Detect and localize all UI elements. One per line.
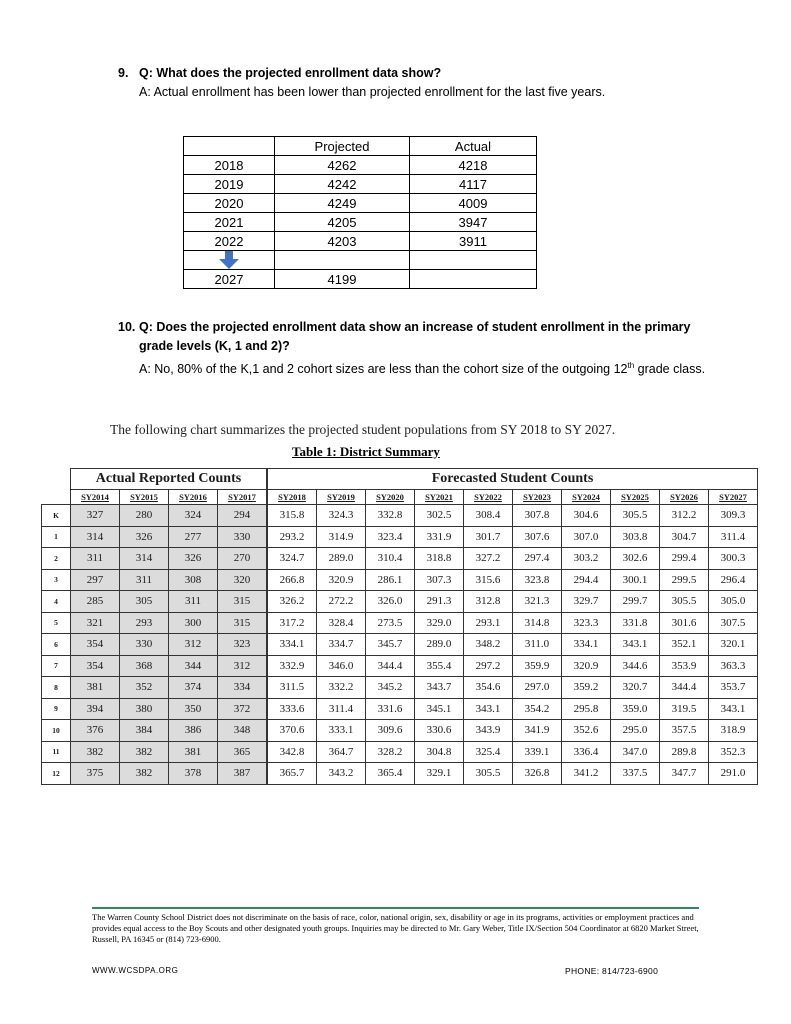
actual-count-cell: 308: [169, 569, 218, 591]
forecast-count-cell: 273.5: [366, 612, 415, 634]
actual-count-cell: 294: [218, 505, 268, 527]
year-header: SY2026: [660, 490, 709, 505]
forecast-count-cell: 272.2: [317, 591, 366, 613]
grade-label: 3: [42, 569, 71, 591]
enrollment-table: [183, 136, 537, 289]
question-text: Q: What does the projected enrollment data show?: [139, 66, 442, 80]
forecast-count-cell: 345.2: [366, 677, 415, 699]
forecast-count-cell: 320.1: [709, 634, 758, 656]
forecast-count-cell: 341.9: [513, 720, 562, 742]
forecast-count-cell: 297.4: [513, 548, 562, 570]
forecast-count-cell: 305.5: [660, 591, 709, 613]
forecast-count-cell: 330.6: [415, 720, 464, 742]
forecast-count-cell: 311.4: [709, 526, 758, 548]
actual-count-cell: 324: [169, 505, 218, 527]
forecast-count-cell: 305.5: [611, 505, 660, 527]
table-cell: 4009: [410, 194, 537, 213]
table-row: [42, 763, 758, 785]
forecast-count-cell: 357.5: [660, 720, 709, 742]
forecast-count-cell: 326.2: [267, 591, 317, 613]
year-header: SY2015: [120, 490, 169, 505]
forecast-count-cell: 318.8: [415, 548, 464, 570]
question-number: 9.: [118, 66, 129, 80]
forecast-count-cell: 344.4: [366, 655, 415, 677]
question-10: [118, 318, 708, 379]
forecast-count-cell: 323.4: [366, 526, 415, 548]
actual-count-cell: 344: [169, 655, 218, 677]
forecast-count-cell: 303.8: [611, 526, 660, 548]
table-row: [184, 270, 537, 289]
forecast-count-cell: 301.7: [464, 526, 513, 548]
forecast-count-cell: 293.1: [464, 612, 513, 634]
actual-count-cell: 330: [218, 526, 268, 548]
actual-count-cell: 381: [71, 677, 120, 699]
forecast-count-cell: 342.8: [267, 741, 317, 763]
forecast-count-cell: 363.3: [709, 655, 758, 677]
forecast-count-cell: 305.0: [709, 591, 758, 613]
forecast-count-cell: 312.2: [660, 505, 709, 527]
forecast-count-cell: 302.6: [611, 548, 660, 570]
forecast-count-cell: 329.0: [415, 612, 464, 634]
actual-count-cell: 311: [71, 548, 120, 570]
forecast-count-cell: 359.2: [562, 677, 611, 699]
footer-disclaimer: The Warren County School District does not discriminate on the basis of race, color, national origin, sex, disability or age in its programs, activities or employment practices and provides equal access to the Boy Scouts and other designated youth groups. Inquiries may be directed to Mr. Gary Weber, Title IX/Section 504 Coordinator at 6820 Market Street, Russell, PA 16345 or (814) 723-6900.: [92, 912, 699, 944]
grade-label: 8: [42, 677, 71, 699]
forecast-count-cell: 291.3: [415, 591, 464, 613]
forecast-count-cell: 331.6: [366, 698, 415, 720]
footer-website[interactable]: WWW.WCSDPA.ORG: [92, 966, 179, 975]
actual-count-cell: 350: [169, 698, 218, 720]
table-cell: 4262: [275, 156, 410, 175]
question-number: 10.: [118, 320, 136, 334]
actual-count-cell: 327: [71, 505, 120, 527]
forecast-count-cell: 307.5: [709, 612, 758, 634]
forecast-count-cell: 299.4: [660, 548, 709, 570]
grade-label: 6: [42, 634, 71, 656]
forecast-count-cell: 300.3: [709, 548, 758, 570]
actual-count-cell: 352: [120, 677, 169, 699]
summary-title: Table 1: District Summary: [292, 444, 440, 459]
forecast-count-cell: 334.1: [267, 634, 317, 656]
actual-count-cell: 372: [218, 698, 268, 720]
actual-count-cell: 378: [169, 763, 218, 785]
table-cell: 4218: [410, 156, 537, 175]
group-header-actual: Actual Reported Counts: [71, 469, 268, 490]
actual-count-cell: 354: [71, 655, 120, 677]
forecast-count-cell: 333.1: [317, 720, 366, 742]
year-header: SY2017: [218, 490, 268, 505]
forecast-count-cell: 300.1: [611, 569, 660, 591]
forecast-count-cell: 311.5: [267, 677, 317, 699]
footer-phone: PHONE: 814/723-6900: [565, 966, 659, 976]
column-header: Projected: [275, 137, 410, 156]
actual-count-cell: 348: [218, 720, 268, 742]
table-row: [42, 655, 758, 677]
table-header-row: [184, 137, 537, 156]
table-cell: 2018: [184, 156, 275, 175]
actual-count-cell: 381: [169, 741, 218, 763]
year-header: SY2021: [415, 490, 464, 505]
year-header-row: [42, 490, 758, 505]
forecast-count-cell: 333.6: [267, 698, 317, 720]
table-row: [42, 569, 758, 591]
actual-count-cell: 312: [169, 634, 218, 656]
actual-count-cell: 380: [120, 698, 169, 720]
grade-label: 7: [42, 655, 71, 677]
forecast-count-cell: 365.4: [366, 763, 415, 785]
table-cell: [410, 270, 537, 289]
down-arrow-icon: [218, 251, 240, 269]
year-header: SY2018: [267, 490, 317, 505]
forecast-count-cell: 341.2: [562, 763, 611, 785]
grade-label: 9: [42, 698, 71, 720]
actual-count-cell: 368: [120, 655, 169, 677]
forecast-count-cell: 345.1: [415, 698, 464, 720]
question-9: [118, 64, 718, 102]
table-row: [42, 720, 758, 742]
forecast-count-cell: 318.9: [709, 720, 758, 742]
actual-count-cell: 334: [218, 677, 268, 699]
actual-count-cell: 326: [169, 548, 218, 570]
year-header: SY2023: [513, 490, 562, 505]
actual-count-cell: 311: [169, 591, 218, 613]
forecast-count-cell: 312.8: [464, 591, 513, 613]
forecast-count-cell: 359.9: [513, 655, 562, 677]
forecast-count-cell: 320.9: [317, 569, 366, 591]
forecast-count-cell: 329.7: [562, 591, 611, 613]
year-header: SY2024: [562, 490, 611, 505]
forecast-count-cell: 324.3: [317, 505, 366, 527]
actual-count-cell: 312: [218, 655, 268, 677]
actual-count-cell: 314: [71, 526, 120, 548]
forecast-count-cell: 344.4: [660, 677, 709, 699]
actual-count-cell: 384: [120, 720, 169, 742]
forecast-count-cell: 310.4: [366, 548, 415, 570]
table-cell: 2019: [184, 175, 275, 194]
year-header: SY2019: [317, 490, 366, 505]
actual-count-cell: 323: [218, 634, 268, 656]
grade-label: 5: [42, 612, 71, 634]
answer-text: A: No, 80% of the K,1 and 2 cohort sizes are less than the cohort size of the outgoing 12th grade class.: [139, 361, 706, 377]
table-cell: 2020: [184, 194, 275, 213]
actual-count-cell: 365: [218, 741, 268, 763]
table-cell: 3911: [410, 232, 537, 251]
forecast-count-cell: 307.6: [513, 526, 562, 548]
forecast-count-cell: 332.8: [366, 505, 415, 527]
table-cell: 2027: [184, 270, 275, 289]
year-header: SY2027: [709, 490, 758, 505]
forecast-count-cell: 346.0: [317, 655, 366, 677]
group-header-forecast: Forecasted Student Counts: [267, 469, 758, 490]
table-row: [184, 251, 537, 270]
table-row: [42, 526, 758, 548]
forecast-count-cell: 332.2: [317, 677, 366, 699]
forecast-count-cell: 344.6: [611, 655, 660, 677]
forecast-count-cell: 293.2: [267, 526, 317, 548]
table-cell: 4242: [275, 175, 410, 194]
forecast-count-cell: 321.3: [513, 591, 562, 613]
year-header: SY2025: [611, 490, 660, 505]
forecast-count-cell: 334.1: [562, 634, 611, 656]
forecast-count-cell: 343.2: [317, 763, 366, 785]
forecast-count-cell: 311.4: [317, 698, 366, 720]
grade-label: 4: [42, 591, 71, 613]
table-cell: 4203: [275, 232, 410, 251]
actual-count-cell: 315: [218, 591, 268, 613]
forecast-count-cell: 302.5: [415, 505, 464, 527]
forecast-count-cell: 299.5: [660, 569, 709, 591]
forecast-count-cell: 294.4: [562, 569, 611, 591]
table-row: [42, 505, 758, 527]
forecast-count-cell: 289.0: [317, 548, 366, 570]
forecast-count-cell: 343.9: [464, 720, 513, 742]
answer-text: A: Actual enrollment has been lower than projected enrollment for the last five years.: [139, 85, 606, 99]
table-row: [42, 634, 758, 656]
table-row: [42, 698, 758, 720]
forecast-count-cell: 307.8: [513, 505, 562, 527]
forecast-count-cell: 289.0: [415, 634, 464, 656]
forecast-count-cell: 291.0: [709, 763, 758, 785]
forecast-count-cell: 348.2: [464, 634, 513, 656]
forecast-count-cell: 365.7: [267, 763, 317, 785]
forecast-count-cell: 352.1: [660, 634, 709, 656]
actual-count-cell: 376: [71, 720, 120, 742]
forecast-count-cell: 307.0: [562, 526, 611, 548]
actual-count-cell: 300: [169, 612, 218, 634]
column-header: Actual: [410, 137, 537, 156]
grade-label: 12: [42, 763, 71, 785]
year-header: SY2020: [366, 490, 415, 505]
table-cell: 2021: [184, 213, 275, 232]
table-row: [184, 175, 537, 194]
actual-count-cell: 394: [71, 698, 120, 720]
actual-count-cell: 293: [120, 612, 169, 634]
question-text: Q: Does the projected enrollment data show an increase of student enrollment in the primary grade levels (K, 1 and 2)?: [139, 320, 691, 353]
actual-count-cell: 285: [71, 591, 120, 613]
forecast-count-cell: 289.8: [660, 741, 709, 763]
forecast-count-cell: 266.8: [267, 569, 317, 591]
forecast-count-cell: 311.0: [513, 634, 562, 656]
table-row: [42, 612, 758, 634]
actual-count-cell: 374: [169, 677, 218, 699]
year-header: SY2022: [464, 490, 513, 505]
table-row: [42, 548, 758, 570]
forecast-count-cell: 331.8: [611, 612, 660, 634]
forecast-count-cell: 328.4: [317, 612, 366, 634]
forecast-count-cell: 297.2: [464, 655, 513, 677]
forecast-count-cell: 328.2: [366, 741, 415, 763]
forecast-count-cell: 320.7: [611, 677, 660, 699]
district-summary-table: [41, 468, 758, 785]
forecast-count-cell: 347.7: [660, 763, 709, 785]
forecast-count-cell: 299.7: [611, 591, 660, 613]
table-cell: 2022: [184, 232, 275, 251]
forecast-count-cell: 308.4: [464, 505, 513, 527]
grade-label: K: [42, 505, 71, 527]
actual-count-cell: 382: [120, 763, 169, 785]
actual-count-cell: 382: [71, 741, 120, 763]
forecast-count-cell: 319.5: [660, 698, 709, 720]
forecast-count-cell: 347.0: [611, 741, 660, 763]
forecast-count-cell: 332.9: [267, 655, 317, 677]
forecast-count-cell: 326.0: [366, 591, 415, 613]
forecast-count-cell: 326.8: [513, 763, 562, 785]
actual-count-cell: 315: [218, 612, 268, 634]
forecast-count-cell: 315.6: [464, 569, 513, 591]
table-cell: 4249: [275, 194, 410, 213]
forecast-count-cell: 304.7: [660, 526, 709, 548]
summary-caption: The following chart summarizes the projected student populations from SY 2018 to SY 2027.: [110, 422, 616, 437]
forecast-count-cell: 327.2: [464, 548, 513, 570]
forecast-count-cell: 329.1: [415, 763, 464, 785]
actual-count-cell: 280: [120, 505, 169, 527]
forecast-count-cell: 343.1: [464, 698, 513, 720]
actual-count-cell: 321: [71, 612, 120, 634]
forecast-count-cell: 304.8: [415, 741, 464, 763]
forecast-count-cell: 343.1: [611, 634, 660, 656]
actual-count-cell: 326: [120, 526, 169, 548]
table-row: [184, 232, 537, 251]
forecast-count-cell: 301.6: [660, 612, 709, 634]
forecast-count-cell: 354.6: [464, 677, 513, 699]
forecast-count-cell: 336.4: [562, 741, 611, 763]
table-row: [184, 156, 537, 175]
forecast-count-cell: 345.7: [366, 634, 415, 656]
actual-count-cell: 305: [120, 591, 169, 613]
forecast-count-cell: 337.5: [611, 763, 660, 785]
table-row: [42, 677, 758, 699]
forecast-count-cell: 296.4: [709, 569, 758, 591]
actual-count-cell: 311: [120, 569, 169, 591]
forecast-count-cell: 324.7: [267, 548, 317, 570]
forecast-count-cell: 323.3: [562, 612, 611, 634]
forecast-count-cell: 339.1: [513, 741, 562, 763]
forecast-count-cell: 353.7: [709, 677, 758, 699]
forecast-count-cell: 370.6: [267, 720, 317, 742]
forecast-count-cell: 303.2: [562, 548, 611, 570]
forecast-count-cell: 314.8: [513, 612, 562, 634]
forecast-count-cell: 314.9: [317, 526, 366, 548]
table-cell: 4199: [275, 270, 410, 289]
forecast-count-cell: 309.6: [366, 720, 415, 742]
forecast-count-cell: 359.0: [611, 698, 660, 720]
forecast-count-cell: 304.6: [562, 505, 611, 527]
forecast-count-cell: 320.9: [562, 655, 611, 677]
forecast-count-cell: 317.2: [267, 612, 317, 634]
forecast-count-cell: 354.2: [513, 698, 562, 720]
year-header: SY2014: [71, 490, 120, 505]
actual-count-cell: 375: [71, 763, 120, 785]
table-cell: 4117: [410, 175, 537, 194]
forecast-count-cell: 315.8: [267, 505, 317, 527]
forecast-count-cell: 295.8: [562, 698, 611, 720]
table-cell: 4205: [275, 213, 410, 232]
forecast-count-cell: 352.3: [709, 741, 758, 763]
forecast-count-cell: 325.4: [464, 741, 513, 763]
table-row: [184, 194, 537, 213]
grade-label: 10: [42, 720, 71, 742]
grade-label: 1: [42, 526, 71, 548]
forecast-count-cell: 355.4: [415, 655, 464, 677]
forecast-count-cell: 343.1: [709, 698, 758, 720]
forecast-count-cell: 323.8: [513, 569, 562, 591]
table-cell: 3947: [410, 213, 537, 232]
forecast-count-cell: 297.0: [513, 677, 562, 699]
actual-count-cell: 277: [169, 526, 218, 548]
forecast-count-cell: 307.3: [415, 569, 464, 591]
forecast-count-cell: 334.7: [317, 634, 366, 656]
grade-label: 11: [42, 741, 71, 763]
table-row: [42, 591, 758, 613]
forecast-count-cell: 352.6: [562, 720, 611, 742]
forecast-count-cell: 364.7: [317, 741, 366, 763]
forecast-count-cell: 309.3: [709, 505, 758, 527]
actual-count-cell: 314: [120, 548, 169, 570]
actual-count-cell: 386: [169, 720, 218, 742]
table-row: [184, 213, 537, 232]
forecast-count-cell: 305.5: [464, 763, 513, 785]
forecast-count-cell: 331.9: [415, 526, 464, 548]
forecast-count-cell: 343.7: [415, 677, 464, 699]
actual-count-cell: 297: [71, 569, 120, 591]
forecast-count-cell: 353.9: [660, 655, 709, 677]
forecast-count-cell: 286.1: [366, 569, 415, 591]
actual-count-cell: 354: [71, 634, 120, 656]
actual-count-cell: 387: [218, 763, 268, 785]
actual-count-cell: 270: [218, 548, 268, 570]
footer-divider: [92, 907, 699, 909]
actual-count-cell: 320: [218, 569, 268, 591]
column-header: [184, 137, 275, 156]
year-header: SY2016: [169, 490, 218, 505]
table-row: [42, 741, 758, 763]
grade-label: 2: [42, 548, 71, 570]
actual-count-cell: 330: [120, 634, 169, 656]
forecast-count-cell: 295.0: [611, 720, 660, 742]
actual-count-cell: 382: [120, 741, 169, 763]
